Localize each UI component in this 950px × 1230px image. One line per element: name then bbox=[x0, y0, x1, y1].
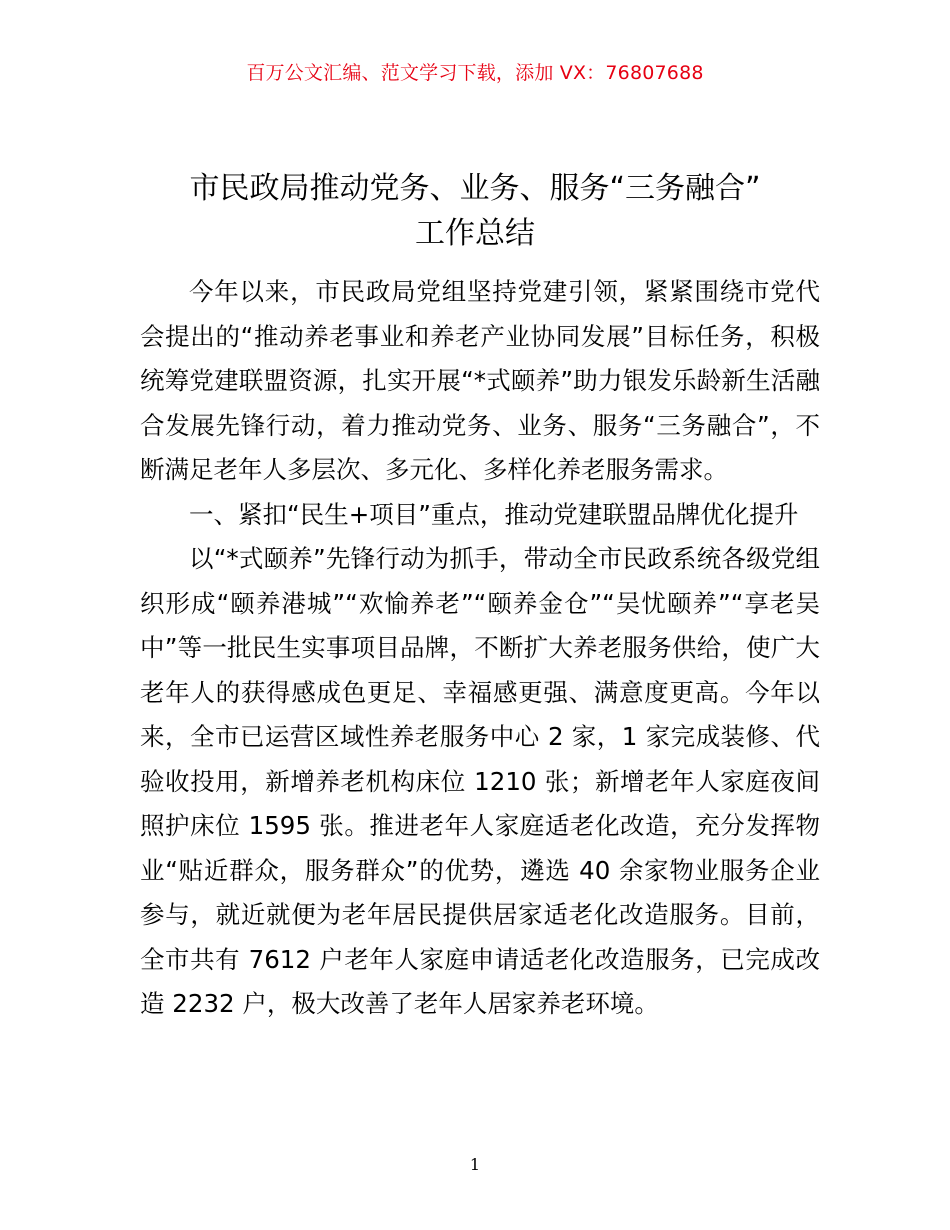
title-line-2: 工作总结 bbox=[415, 216, 535, 251]
paragraph-section-1: 以“*式颐养”先锋行动为抓手，带动全市民政系统各级党组织形成“颐养港城”“欢愉养老”“颐养金仓”“吴忧颐养”“享老吴中”等一批民生实事项目品牌，不断扩大养老服务供给，使广大老年人的获得感成色更足、幸福感更强、满意度更高。今年以来，全市已运营区域性养老服务中心 2 家，1 家完成装修、代验收投用，新增养老机构床位 1210 张；新增老年人家庭夜间照护床位 1595 张。推进老年人家庭适老化改造，充分发挥物业“贴近群众，服务群众”的优势，遴选 40 余家物业服务企业参与，就近就便为老年居民提供居家适老化改造服务。目前，全市共有 7612 户老年人家庭申请适老化改造服务，已完成改造 2232 户，极大改善了老年人居家养老环境。 bbox=[140, 544, 820, 1018]
title-line-1: 市民政局推动党务、业务、服务“三务融合” bbox=[189, 171, 761, 206]
paragraph-intro: 今年以来，市民政局党组坚持党建引领，紧紧围绕市党代会提出的“推动养老事业和养老产业协同发展”目标任务，积极统筹党建联盟资源，扎实开展“*式颐养”助力银发乐龄新生活融合发展先锋行动，着力推动党务、业务、服务“三务融合”，不断满足老年人多层次、多元化、多样化养老服务需求。 bbox=[140, 277, 820, 484]
document-title bbox=[90, 166, 860, 256]
page-number: 1 bbox=[469, 1155, 481, 1174]
document-body bbox=[140, 270, 820, 1027]
section-heading-1: 一、紧扣“民生+项目”重点，推动党建联盟品牌优化提升 bbox=[189, 499, 799, 529]
header-note: 百万公文汇编、范文学习下载，添加 VX：76807688 bbox=[246, 62, 704, 84]
